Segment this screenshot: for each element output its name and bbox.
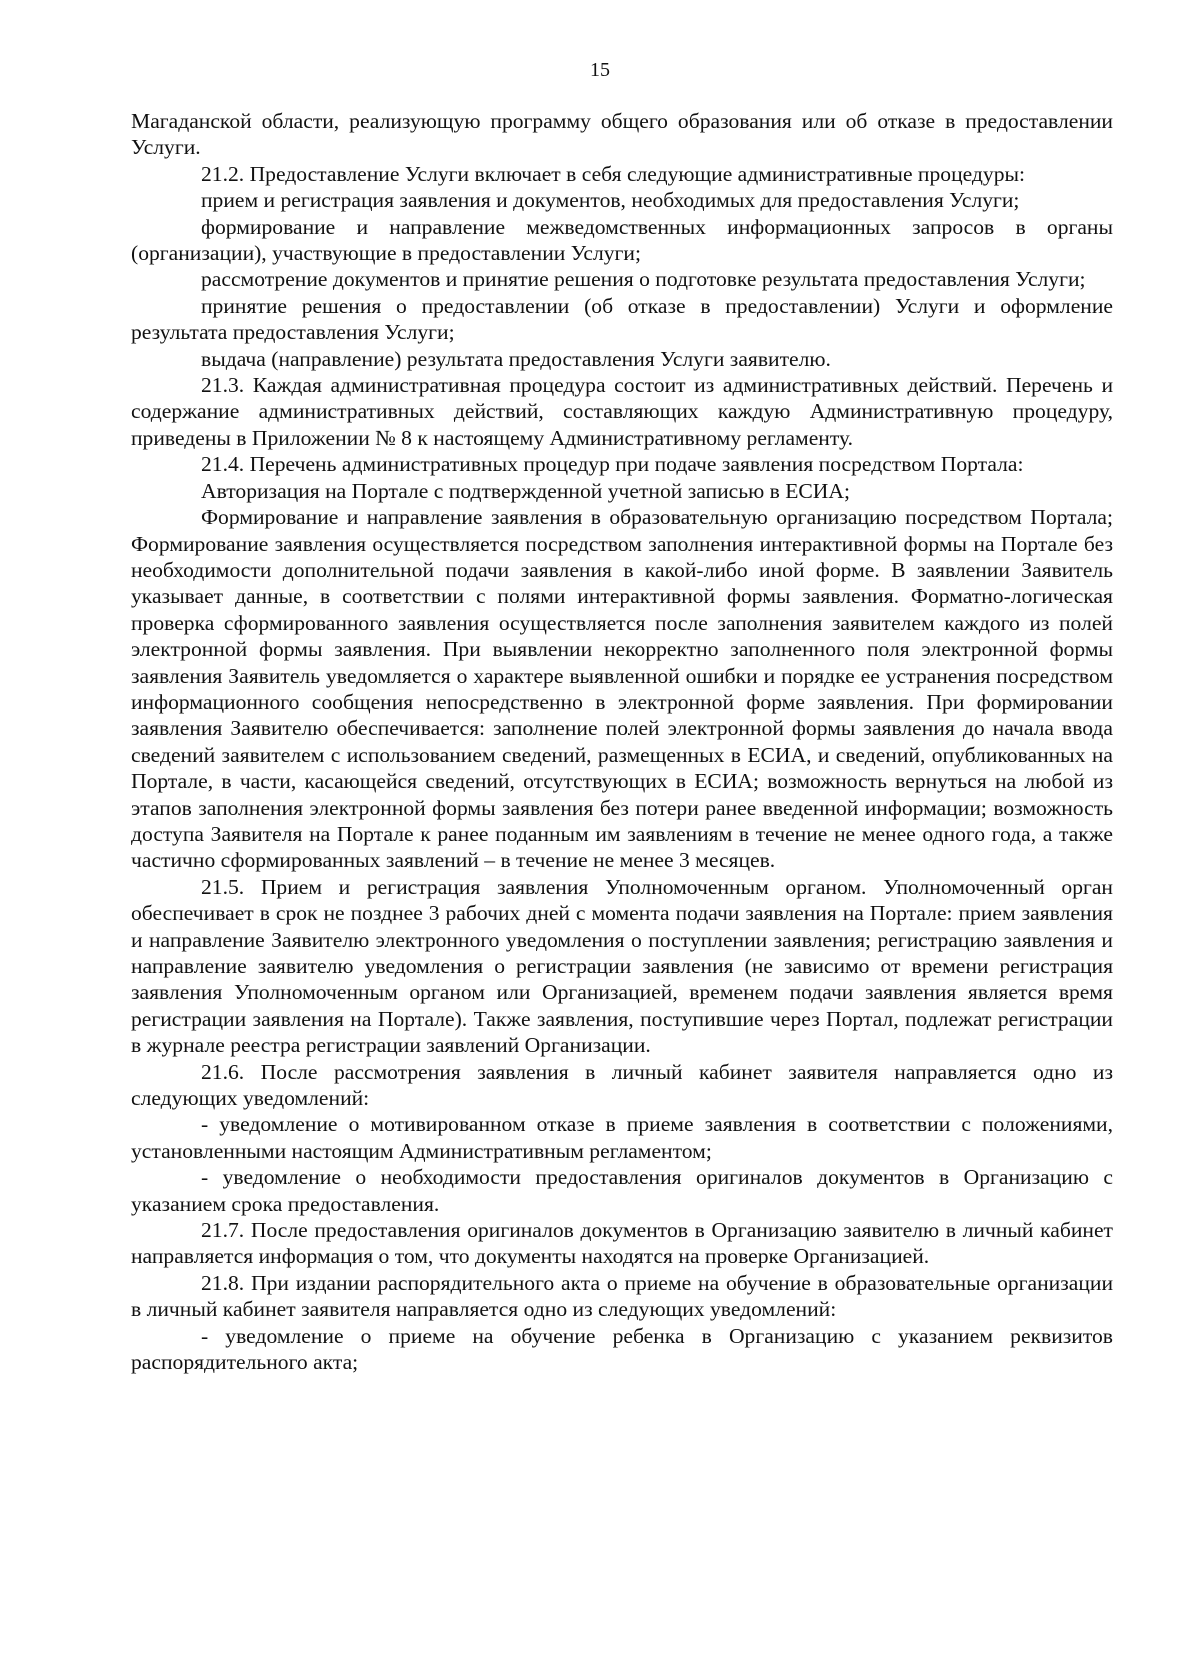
paragraph: прием и регистрация заявления и документов, необходимых для предоставления Услуги;	[201, 188, 1020, 213]
paragraph: 21.2. Предоставление Услуги включает в себя следующие административные процедуры:	[201, 161, 1026, 186]
page-number: 15	[590, 59, 610, 81]
paragraph: - уведомление о приеме на обучение ребенка в Организацию с указанием реквизитов распорядительного акта;	[131, 1323, 1113, 1375]
paragraph: - уведомление о необходимости предоставления оригиналов документов в Организацию с указанием срока предоставления.	[131, 1165, 1113, 1216]
paragraph: 21.7. После предоставления оригиналов документов в Организацию заявителю в личный кабинет направляется информация о том, что документы находятся на проверке Организацией.	[131, 1218, 1113, 1269]
document-body	[131, 108, 1113, 1376]
paragraph: Магаданской области, реализующую программу общего образования или об отказе в предоставлении Услуги.	[131, 109, 1113, 160]
paragraph: формирование и направление межведомственных информационных запросов в органы (организации), участвующие в предоставлении Услуги;	[131, 214, 1113, 266]
paragraph: принятие решения о предоставлении (об отказе в предоставлении) Услуги и оформление результата предоставления Услуги;	[131, 293, 1113, 345]
paragraph: 21.5. Прием и регистрация заявления Уполномоченным органом. Уполномоченный орган обеспечивает в срок не позднее 3 рабочих дней с момента подачи заявления на Портале: прием заявления и направление Заявителю электронного уведомления о поступлении заявления; регистрацию заявления и направление заявителю уведомления о регистрации заявления (не зависимо от времени регистрация заявления Уполномоченным органом или Организацией, временем подачи заявления является время регистрации заявления на Портале). Также заявления, поступившие через Портал, подлежат регистрации в журнале реестра регистрации заявлений Организации.	[131, 874, 1113, 1058]
paragraph: - уведомление о мотивированном отказе в приеме заявления в соответствии с положениями, установленными настоящим Административным регламентом;	[131, 1112, 1113, 1163]
paragraph: 21.4. Перечень административных процедур при подаче заявления посредством Портала:	[201, 452, 1024, 477]
paragraph: рассмотрение документов и принятие решения о подготовке результата предоставления Услуги;	[201, 267, 1086, 292]
paragraph: 21.3. Каждая административная процедура состоит из административных действий. Перечень и содержание административных действий, составляющих каждую Административную процедуру, приведены в Приложении № 8 к настоящему Административному регламенту.	[131, 373, 1113, 450]
paragraph: 21.6. После рассмотрения заявления в личный кабинет заявителя направляется одно из следующих уведомлений:	[131, 1059, 1113, 1111]
paragraph: 21.8. При издании распорядительного акта о приеме на обучение в образовательные организации в личный кабинет заявителя направляется одно из следующих уведомлений:	[131, 1270, 1113, 1322]
paragraph: выдача (направление) результата предоставления Услуги заявителю.	[201, 346, 831, 371]
paragraph: Авторизация на Портале с подтвержденной учетной записью в ЕСИА;	[201, 478, 850, 503]
paragraph: Формирование и направление заявления в образовательную организацию посредством Портала; Формирование заявления осуществляется посредством заполнения интерактивной формы на Портале без необходимости дополнительной подачи заявления в какой-либо иной форме. В заявлении Заявитель указывает данные, в соответствии с полями интерактивной формы заявления. Форматно-логическая проверка сформированного заявления осуществляется после заполнения заявителем каждого из полей электронной формы заявления. При выявлении некорректно заполненного поля электронной формы заявления Заявитель уведомляется о характере выявленной ошибки и порядке ее устранения посредством информационного сообщения непосредственно в электронной форме заявления. При формировании заявления Заявителю обеспечивается: заполнение полей электронной формы заявления до начала ввода сведений заявителем с использованием сведений, размещенных в ЕСИА, и сведений, опубликованных на Портале, в части, касающейся сведений, отсутствующих в ЕСИА; возможность вернуться на любой из этапов заполнения электронной формы заявления без потери ранее введенной информации; возможность доступа Заявителя на Портале к ранее поданным им заявлениям в течение не менее одного года, а также частично сформированных заявлений – в течение не менее 3 месяцев.	[131, 505, 1113, 873]
